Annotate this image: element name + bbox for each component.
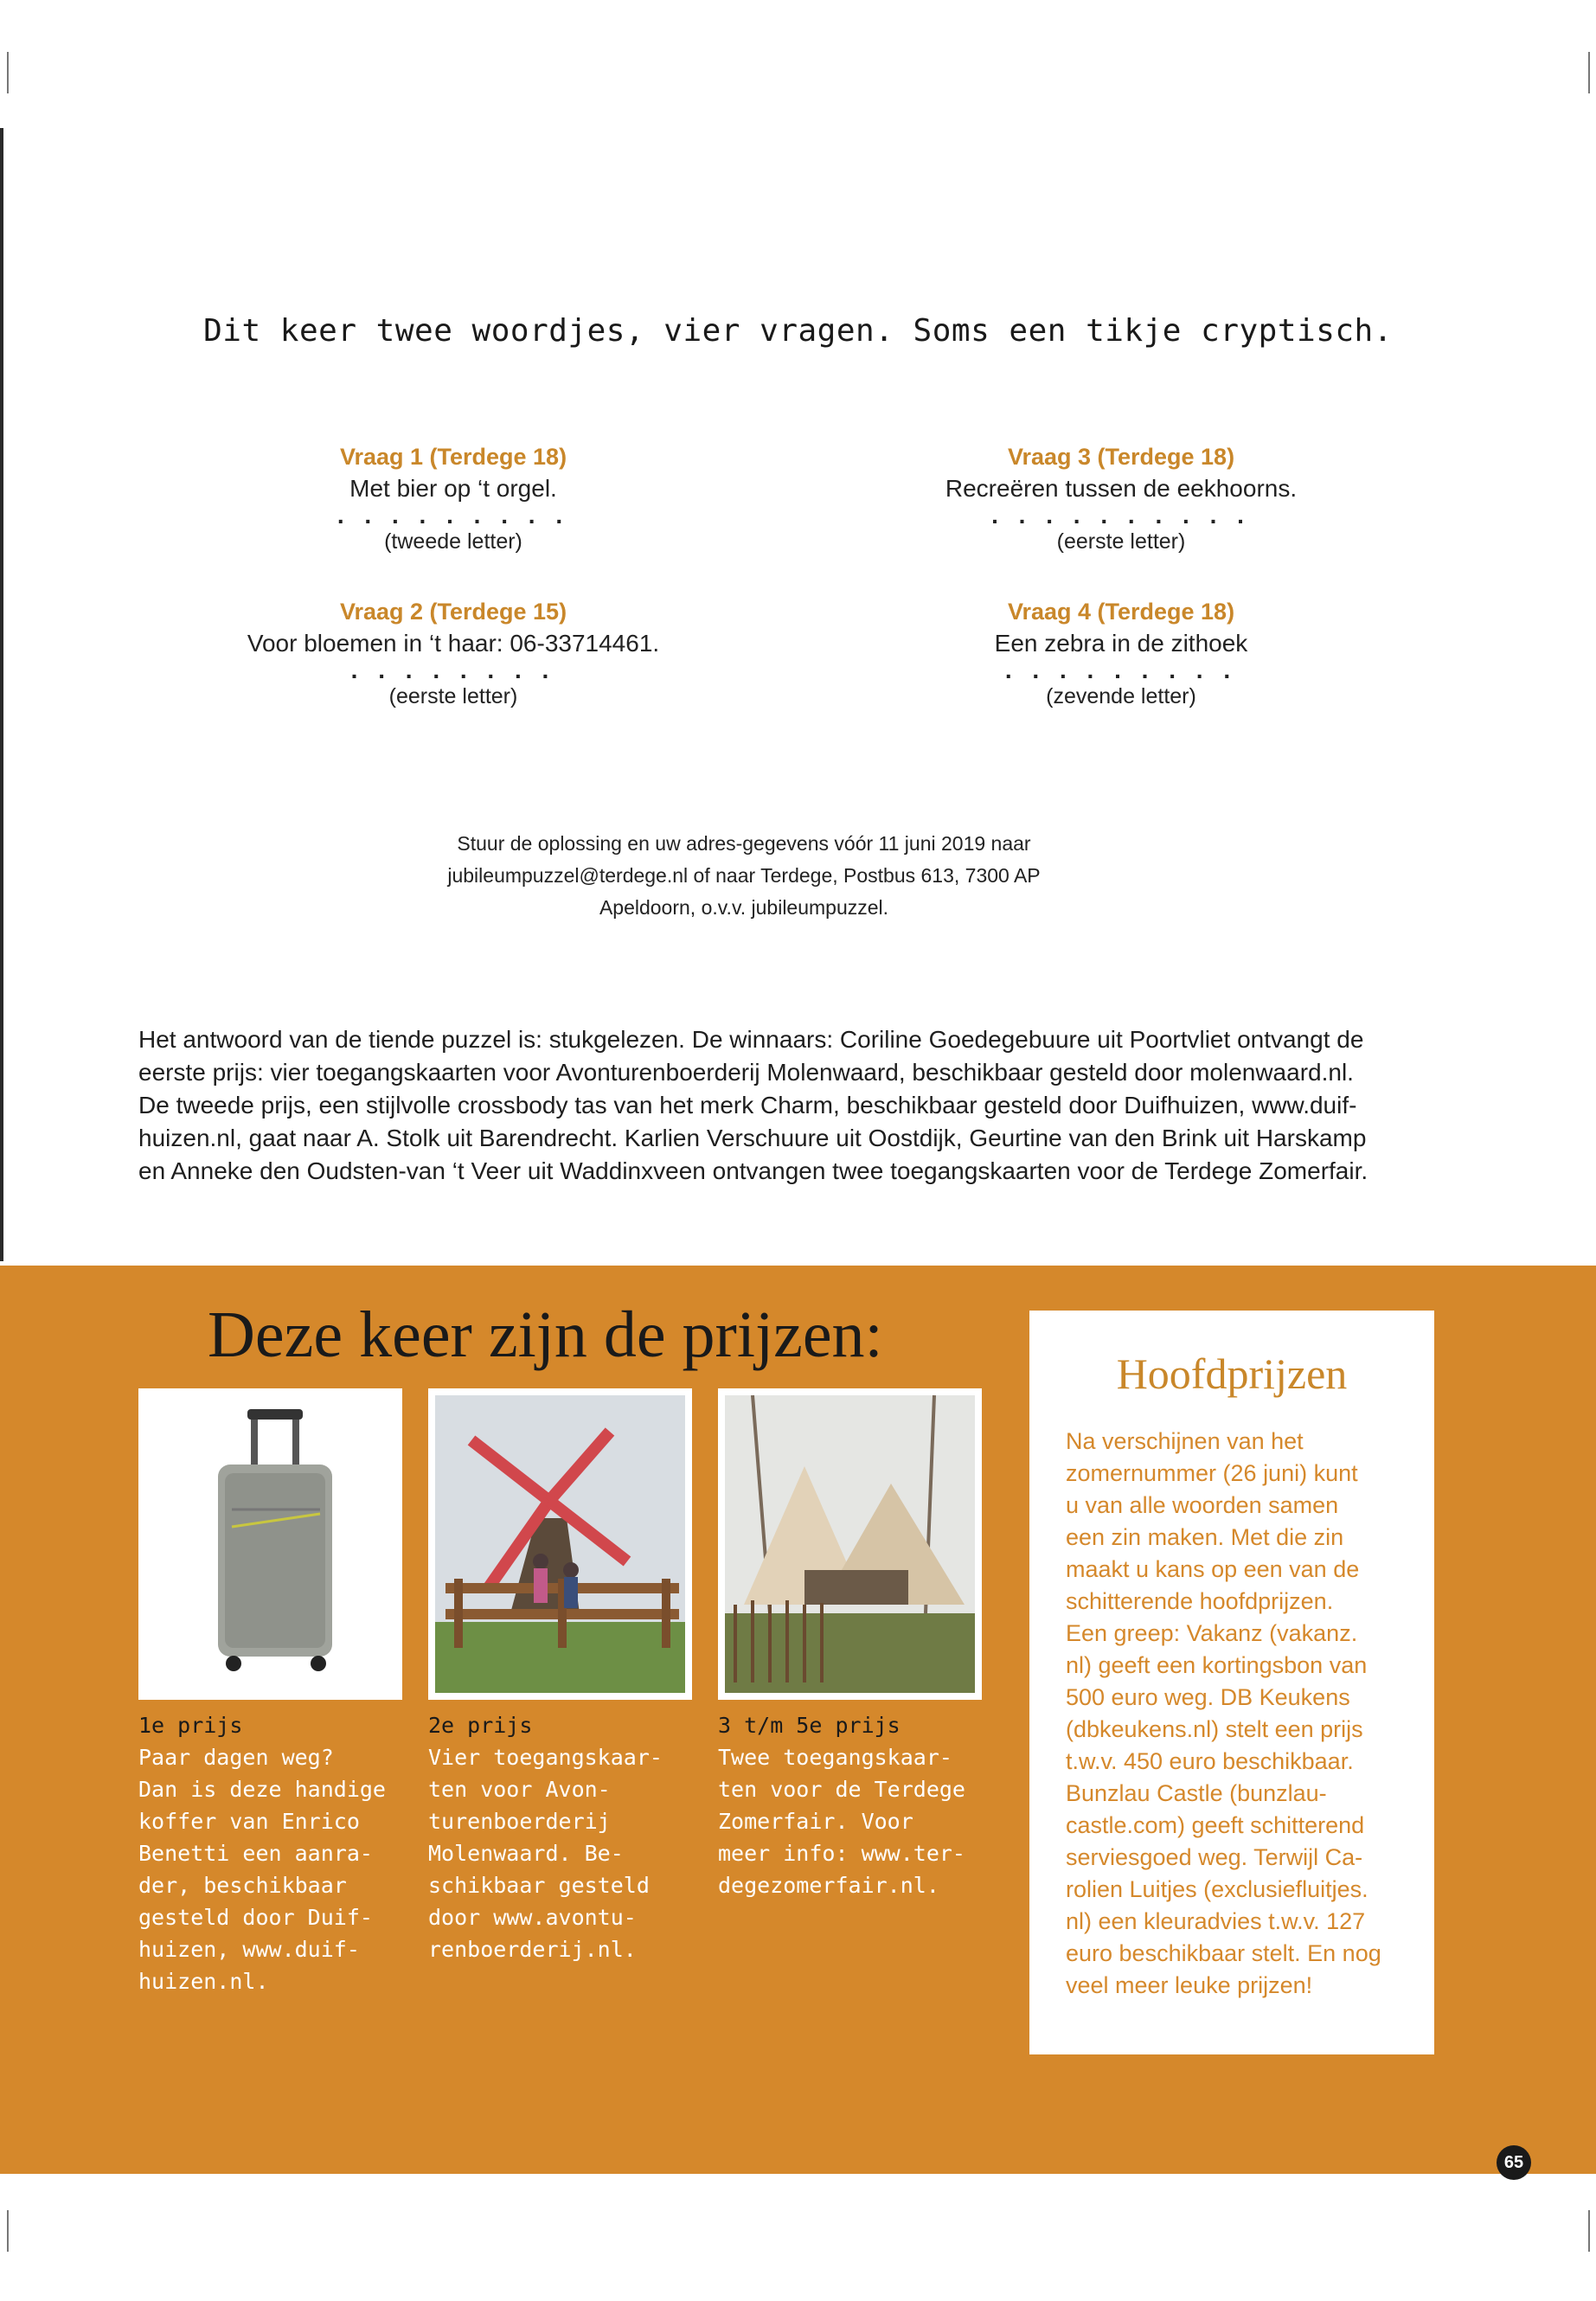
prize-line: turenboerderij <box>428 1809 611 1834</box>
main-prizes-body <box>1066 1426 1420 2002</box>
prize-line: koffer van Enrico <box>138 1809 360 1834</box>
question-title: Vraag 2 (Terdege 15) <box>339 599 567 625</box>
main-prizes-line: euro beschikbaar stelt. En nog <box>1066 1940 1381 1966</box>
windmill-photo <box>428 1388 692 1700</box>
prize-line: ten voor Avon- <box>428 1777 611 1802</box>
prize-line: Benetti een aanra- <box>138 1841 373 1866</box>
question-hint: (eerste letter) <box>1056 529 1186 554</box>
question-2 <box>151 596 756 712</box>
prize-line: ten voor de Terdege <box>718 1777 965 1802</box>
tent-photo <box>718 1388 982 1700</box>
question-text: Voor bloemen in ‘t haar: 06-33714461. <box>247 630 660 657</box>
send-line: Stuur de oplossing en uw adres-gegevens vóór 11 juni 2019 naar <box>457 832 1031 855</box>
prize-line: Molenwaard. Be- <box>428 1841 624 1866</box>
main-prizes-line: zomernummer (26 juni) kunt <box>1066 1460 1358 1486</box>
prize-line: Paar dagen weg? <box>138 1745 334 1770</box>
prize-line: renboerderij.nl. <box>428 1937 637 1962</box>
main-prizes-line: serviesgoed weg. Terwijl Ca- <box>1066 1844 1363 1870</box>
main-prizes-line: een zin maken. Met die zin <box>1066 1524 1344 1550</box>
answer-line: huizen.nl, gaat naar A. Stolk uit Barendrecht. Karlien Verschuure uit Oostdijk, Geurtine van den Brink uit Harskamp <box>138 1125 1367 1151</box>
prize-rank: 3 t/m 5e prijs <box>718 1713 901 1738</box>
question-3 <box>818 441 1424 557</box>
main-prizes-line: Een greep: Vakanz (vakanz. <box>1066 1620 1358 1646</box>
previous-answer-paragraph <box>138 1023 1436 1188</box>
main-prizes-line: schitterende hoofdprijzen. <box>1066 1588 1334 1614</box>
send-instructions <box>372 828 1116 924</box>
main-prizes-line: Na verschijnen van het <box>1066 1428 1304 1454</box>
answer-line: eerste prijs: vier toegangskaarten voor Avonturenboerderij Molenwaard, beschikbaar gesteld door molenwaard.nl. <box>138 1059 1354 1086</box>
question-text: Recreëren tussen de eekhoorns. <box>945 475 1298 502</box>
main-prizes-line: maakt u kans op een van de <box>1066 1556 1360 1582</box>
question-hint: (zevende letter) <box>1046 684 1196 708</box>
main-prizes-line: t.w.v. 450 euro beschikbaar. <box>1066 1748 1354 1774</box>
question-text: Een zebra in de zithoek <box>994 630 1248 657</box>
answer-line: Het antwoord van de tiende puzzel is: stukgelezen. De winnaars: Coriline Goedegebuure uit Poortvliet ontvangt de <box>138 1026 1364 1053</box>
prize-line: huizen, www.duif- <box>138 1937 360 1962</box>
prize-line: Zomerfair. Voor <box>718 1809 913 1834</box>
crop-mark <box>7 2210 9 2252</box>
page-spine <box>0 128 3 1261</box>
question-title: Vraag 4 (Terdege 18) <box>1007 599 1235 625</box>
main-prizes-line: nl) een kleuradvies t.w.v. 127 <box>1066 1908 1366 1934</box>
prize-3-caption <box>718 1709 995 1901</box>
prize-line: huizen.nl. <box>138 1969 269 1994</box>
question-text: Met bier op ‘t orgel. <box>349 475 557 502</box>
suitcase-photo <box>138 1388 402 1700</box>
page-number: 65 <box>1497 2145 1531 2180</box>
prize-line: Twee toegangskaar- <box>718 1745 952 1770</box>
prize-line: degezomerfair.nl. <box>718 1873 939 1898</box>
prize-line: Vier toegangskaar- <box>428 1745 663 1770</box>
prize-line: door www.avontu- <box>428 1905 637 1930</box>
answer-dots: . . . . . . . . <box>350 657 556 683</box>
main-prizes-line: u van alle woorden samen <box>1066 1492 1339 1518</box>
prize-2-caption <box>428 1709 705 1965</box>
answer-dots: . . . . . . . . . <box>1004 657 1238 683</box>
question-title: Vraag 1 (Terdege 18) <box>339 444 567 470</box>
puzzle-tagline: Dit keer twee woordjes, vier vragen. Soms een tikje cryptisch. <box>203 313 1393 349</box>
answer-dots: . . . . . . . . . . <box>991 502 1251 529</box>
prizes-heading: Deze keer zijn de prijzen: <box>208 1298 883 1371</box>
answer-dots: . . . . . . . . . <box>337 502 570 529</box>
main-prizes-line: (dbkeukens.nl) stelt een prijs <box>1066 1716 1363 1742</box>
send-line: jubileumpuzzel@terdege.nl of naar Terdege, Postbus 613, 7300 AP <box>447 864 1041 887</box>
crop-mark <box>1588 2210 1590 2252</box>
question-hint: (tweede letter) <box>384 529 522 554</box>
question-4 <box>818 596 1424 712</box>
main-prizes-line: rolien Luitjes (exclusiefluitjes. <box>1066 1876 1368 1902</box>
main-prizes-line: Bunzlau Castle (bunzlau- <box>1066 1780 1327 1806</box>
main-prizes-line: veel meer leuke prijzen! <box>1066 1972 1313 1998</box>
main-prizes-line: nl) geeft een kortingsbon van <box>1066 1652 1368 1678</box>
crop-mark <box>7 52 9 93</box>
prize-line: der, beschikbaar <box>138 1873 347 1898</box>
main-prizes-title: Hoofdprijzen <box>1116 1349 1348 1398</box>
question-hint: (eerste letter) <box>388 684 518 708</box>
question-title: Vraag 3 (Terdege 18) <box>1007 444 1235 470</box>
prize-rank: 1e prijs <box>138 1713 243 1738</box>
crop-mark <box>1588 52 1590 93</box>
prize-1-caption <box>138 1709 415 1997</box>
prize-line: Dan is deze handige <box>138 1777 386 1802</box>
prize-line: schikbaar gesteld <box>428 1873 650 1898</box>
answer-line: en Anneke den Oudsten-van ‘t Veer uit Waddinxveen ontvangen twee toegangskaarten voor de Terdege Zomerfair. <box>138 1157 1368 1184</box>
prize-line: gesteld door Duif- <box>138 1905 373 1930</box>
answer-line: De tweede prijs, een stijlvolle crossbody tas van het merk Charm, beschikbaar gesteld door Duifhuizen, www.duif- <box>138 1092 1357 1118</box>
prize-rank: 2e prijs <box>428 1713 533 1738</box>
main-prizes-line: 500 euro weg. DB Keukens <box>1066 1684 1350 1710</box>
question-1 <box>151 441 756 557</box>
main-prizes-box <box>1029 1311 1434 2054</box>
prize-line: meer info: www.ter- <box>718 1841 965 1866</box>
send-line: Apeldoorn, o.v.v. jubileumpuzzel. <box>599 896 889 919</box>
main-prizes-line: castle.com) geeft schitterend <box>1066 1812 1365 1838</box>
